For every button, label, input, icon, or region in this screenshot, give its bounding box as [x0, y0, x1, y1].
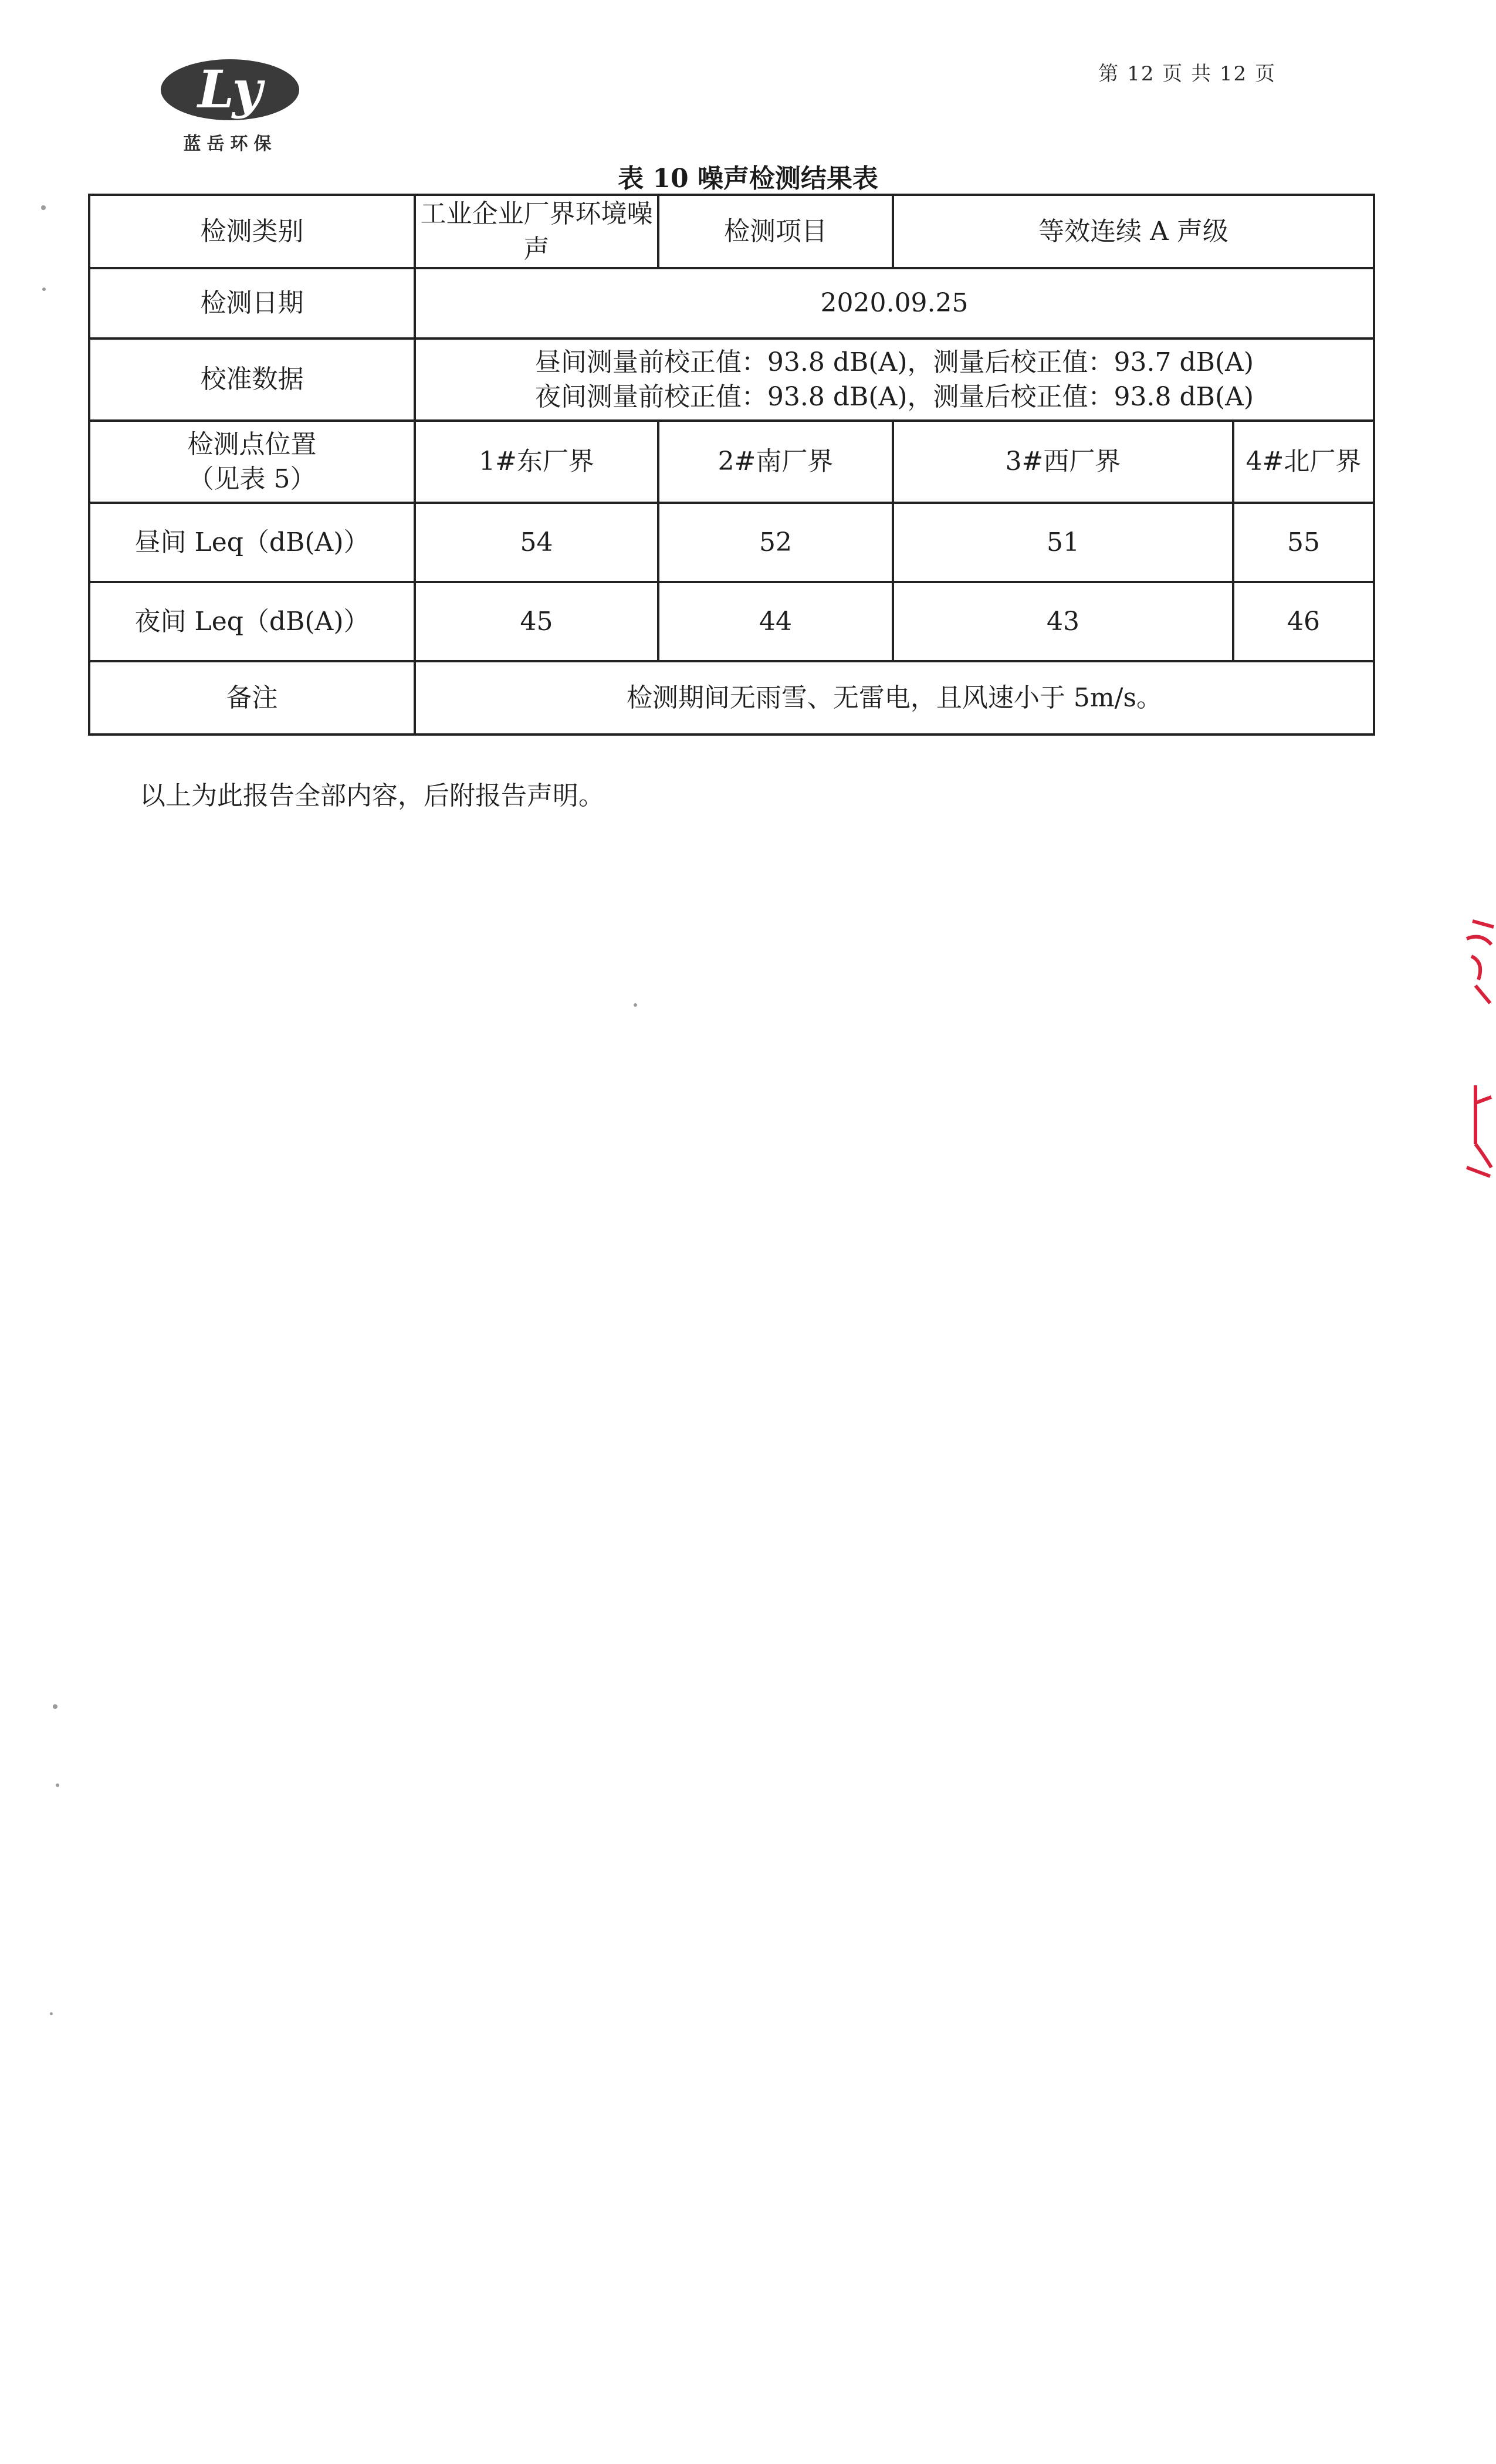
- calibration-label: 校准数据: [89, 339, 415, 421]
- logo-mark: [158, 56, 302, 126]
- table-row: [89, 339, 1374, 421]
- table-row: [89, 503, 1374, 582]
- night-leq-label: 夜间 Leq（dB(A)）: [89, 582, 415, 661]
- night-leq-3: 43: [893, 582, 1233, 661]
- day-leq-3: 51: [893, 503, 1233, 582]
- point-2: 2#南厂界: [658, 421, 893, 503]
- day-leq-label: 昼间 Leq（dB(A)）: [89, 503, 415, 582]
- table-row: [89, 661, 1374, 735]
- scan-speck: [53, 1704, 57, 1709]
- day-leq-1: 54: [415, 503, 658, 582]
- scan-speck: [42, 287, 46, 291]
- table-row: [89, 582, 1374, 661]
- scan-speck: [634, 1003, 637, 1007]
- points-label-line1: 检测点位置: [187, 429, 317, 459]
- logo-text: Ly: [198, 59, 262, 120]
- company-logo: [158, 56, 302, 154]
- logo-caption: 蓝岳环保: [183, 134, 277, 154]
- remark-label: 备注: [89, 661, 415, 735]
- table-title: 表 10 噪声检测结果表: [618, 164, 878, 194]
- scan-speck: [56, 1783, 59, 1787]
- calibration-value: [415, 339, 1374, 421]
- category-value: 工业企业厂界环境噪声: [415, 195, 658, 268]
- category-label: 检测类别: [89, 195, 415, 268]
- red-stamp-fragment-bottom: [1449, 1079, 1496, 1179]
- closing-statement: 以上为此报告全部内容，后附报告声明。: [140, 781, 604, 811]
- noise-result-table: [88, 194, 1375, 736]
- point-4: 4#北厂界: [1233, 421, 1374, 503]
- point-1: 1#东厂界: [415, 421, 658, 503]
- scan-speck: [41, 205, 46, 210]
- remark-value: 检测期间无雨雪、无雷电，且风速小于 5m/s。: [415, 661, 1374, 735]
- date-label: 检测日期: [89, 268, 415, 339]
- point-3: 3#西厂界: [893, 421, 1233, 503]
- item-label: 检测项目: [658, 195, 893, 268]
- calibration-night: 夜间测量前校正值：93.8 dB(A)，测量后校正值：93.8 dB(A): [534, 382, 1254, 412]
- item-value: 等效连续 A 声级: [893, 195, 1374, 268]
- scan-speck: [50, 2012, 53, 2015]
- night-leq-2: 44: [658, 582, 893, 661]
- day-leq-2: 52: [658, 503, 893, 582]
- table-row: [89, 421, 1374, 503]
- page-number: 第 12 页 共 12 页: [1098, 62, 1276, 86]
- table-row: [89, 268, 1374, 339]
- night-leq-1: 45: [415, 582, 658, 661]
- date-value: 2020.09.25: [415, 268, 1374, 339]
- points-label-line2: （见表 5）: [188, 464, 316, 494]
- day-leq-4: 55: [1233, 503, 1374, 582]
- calibration-day: 昼间测量前校正值：93.8 dB(A)，测量后校正值：93.7 dB(A): [534, 347, 1254, 377]
- red-stamp-fragment-top: [1449, 915, 1496, 1009]
- points-label: [89, 421, 415, 503]
- table-row: [89, 195, 1374, 268]
- night-leq-4: 46: [1233, 582, 1374, 661]
